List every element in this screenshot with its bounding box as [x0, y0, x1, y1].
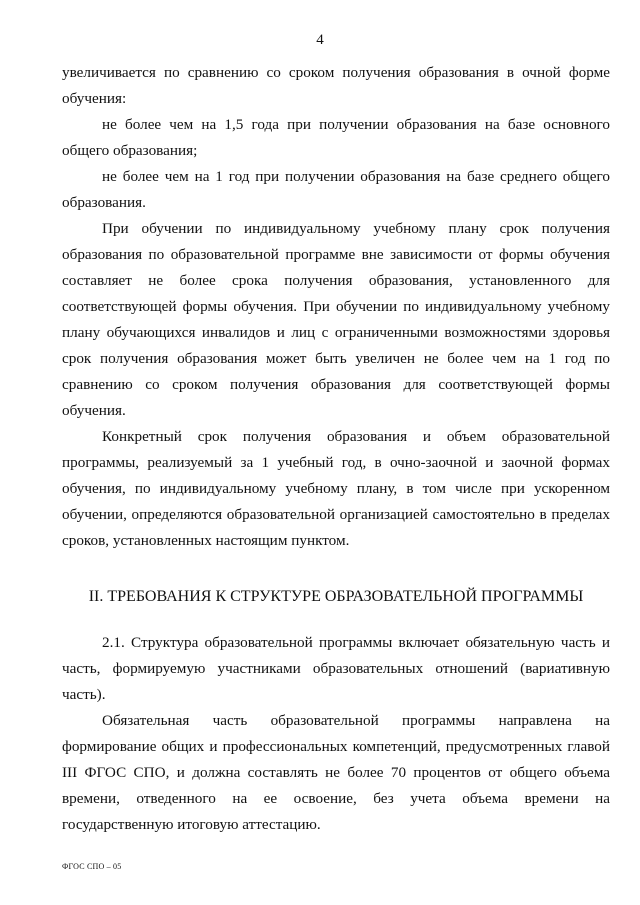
paragraph-item-1: не более чем на 1,5 года при получении образования на базе основного общего образования; [62, 116, 610, 159]
paragraph-item-2: не более чем на 1 год при получении образования на базе среднего общего образования. [62, 168, 610, 211]
paragraph-individual-plan: При обучении по индивидуальному учебному плану срок получения образования по образовательной программе вне зависимости от формы обучения составляет не более срока получения образования, установленного для соответствующей формы обучения. При обучении по индивидуальному учебному плану обучающихся инвалидов и лиц с ограниченными возможностями здоровья срок получения образования может быть увеличен не более чем на 1 год по сравнению со сроком получения образования для соответствующей формы обучения. [62, 220, 610, 419]
page-number: 4 [316, 32, 324, 48]
section-heading: II. ТРЕБОВАНИЯ К СТРУКТУРЕ ОБРАЗОВАТЕЛЬНОЙ ПРОГРАММЫ [88, 588, 584, 605]
paragraph-mandatory-part: Обязательная часть образовательной программы направлена на формирование общих и профессиональных компетенций, предусмотренных главой III ФГОС СПО, и должна составлять не более 70 процентов от общего объема времени, отведенного на ее освоение, без учета объема времени на государственную итоговую аттестацию. [62, 712, 610, 833]
paragraph-2-1: 2.1. Структура образовательной программы включает обязательную часть и часть, формируемую участниками образовательных отношений (вариативную часть). [62, 634, 610, 703]
paragraph-specific-term: Конкретный срок получения образования и объем образовательной программы, реализуемый за 1 учебный год, в очно-заочной и заочной формах обучения, по индивидуальному учебному плану, в том числе при ускоренном обучении, определяются образовательной организацией самостоятельно в пределах сроков, установленных настоящим пунктом. [62, 428, 610, 549]
paragraph-continuation: увеличивается по сравнению со сроком получения образования в очной форме обучения: [62, 64, 610, 107]
document-body [62, 60, 610, 838]
footer-code: ФГОС СПО – 05 [62, 862, 122, 871]
